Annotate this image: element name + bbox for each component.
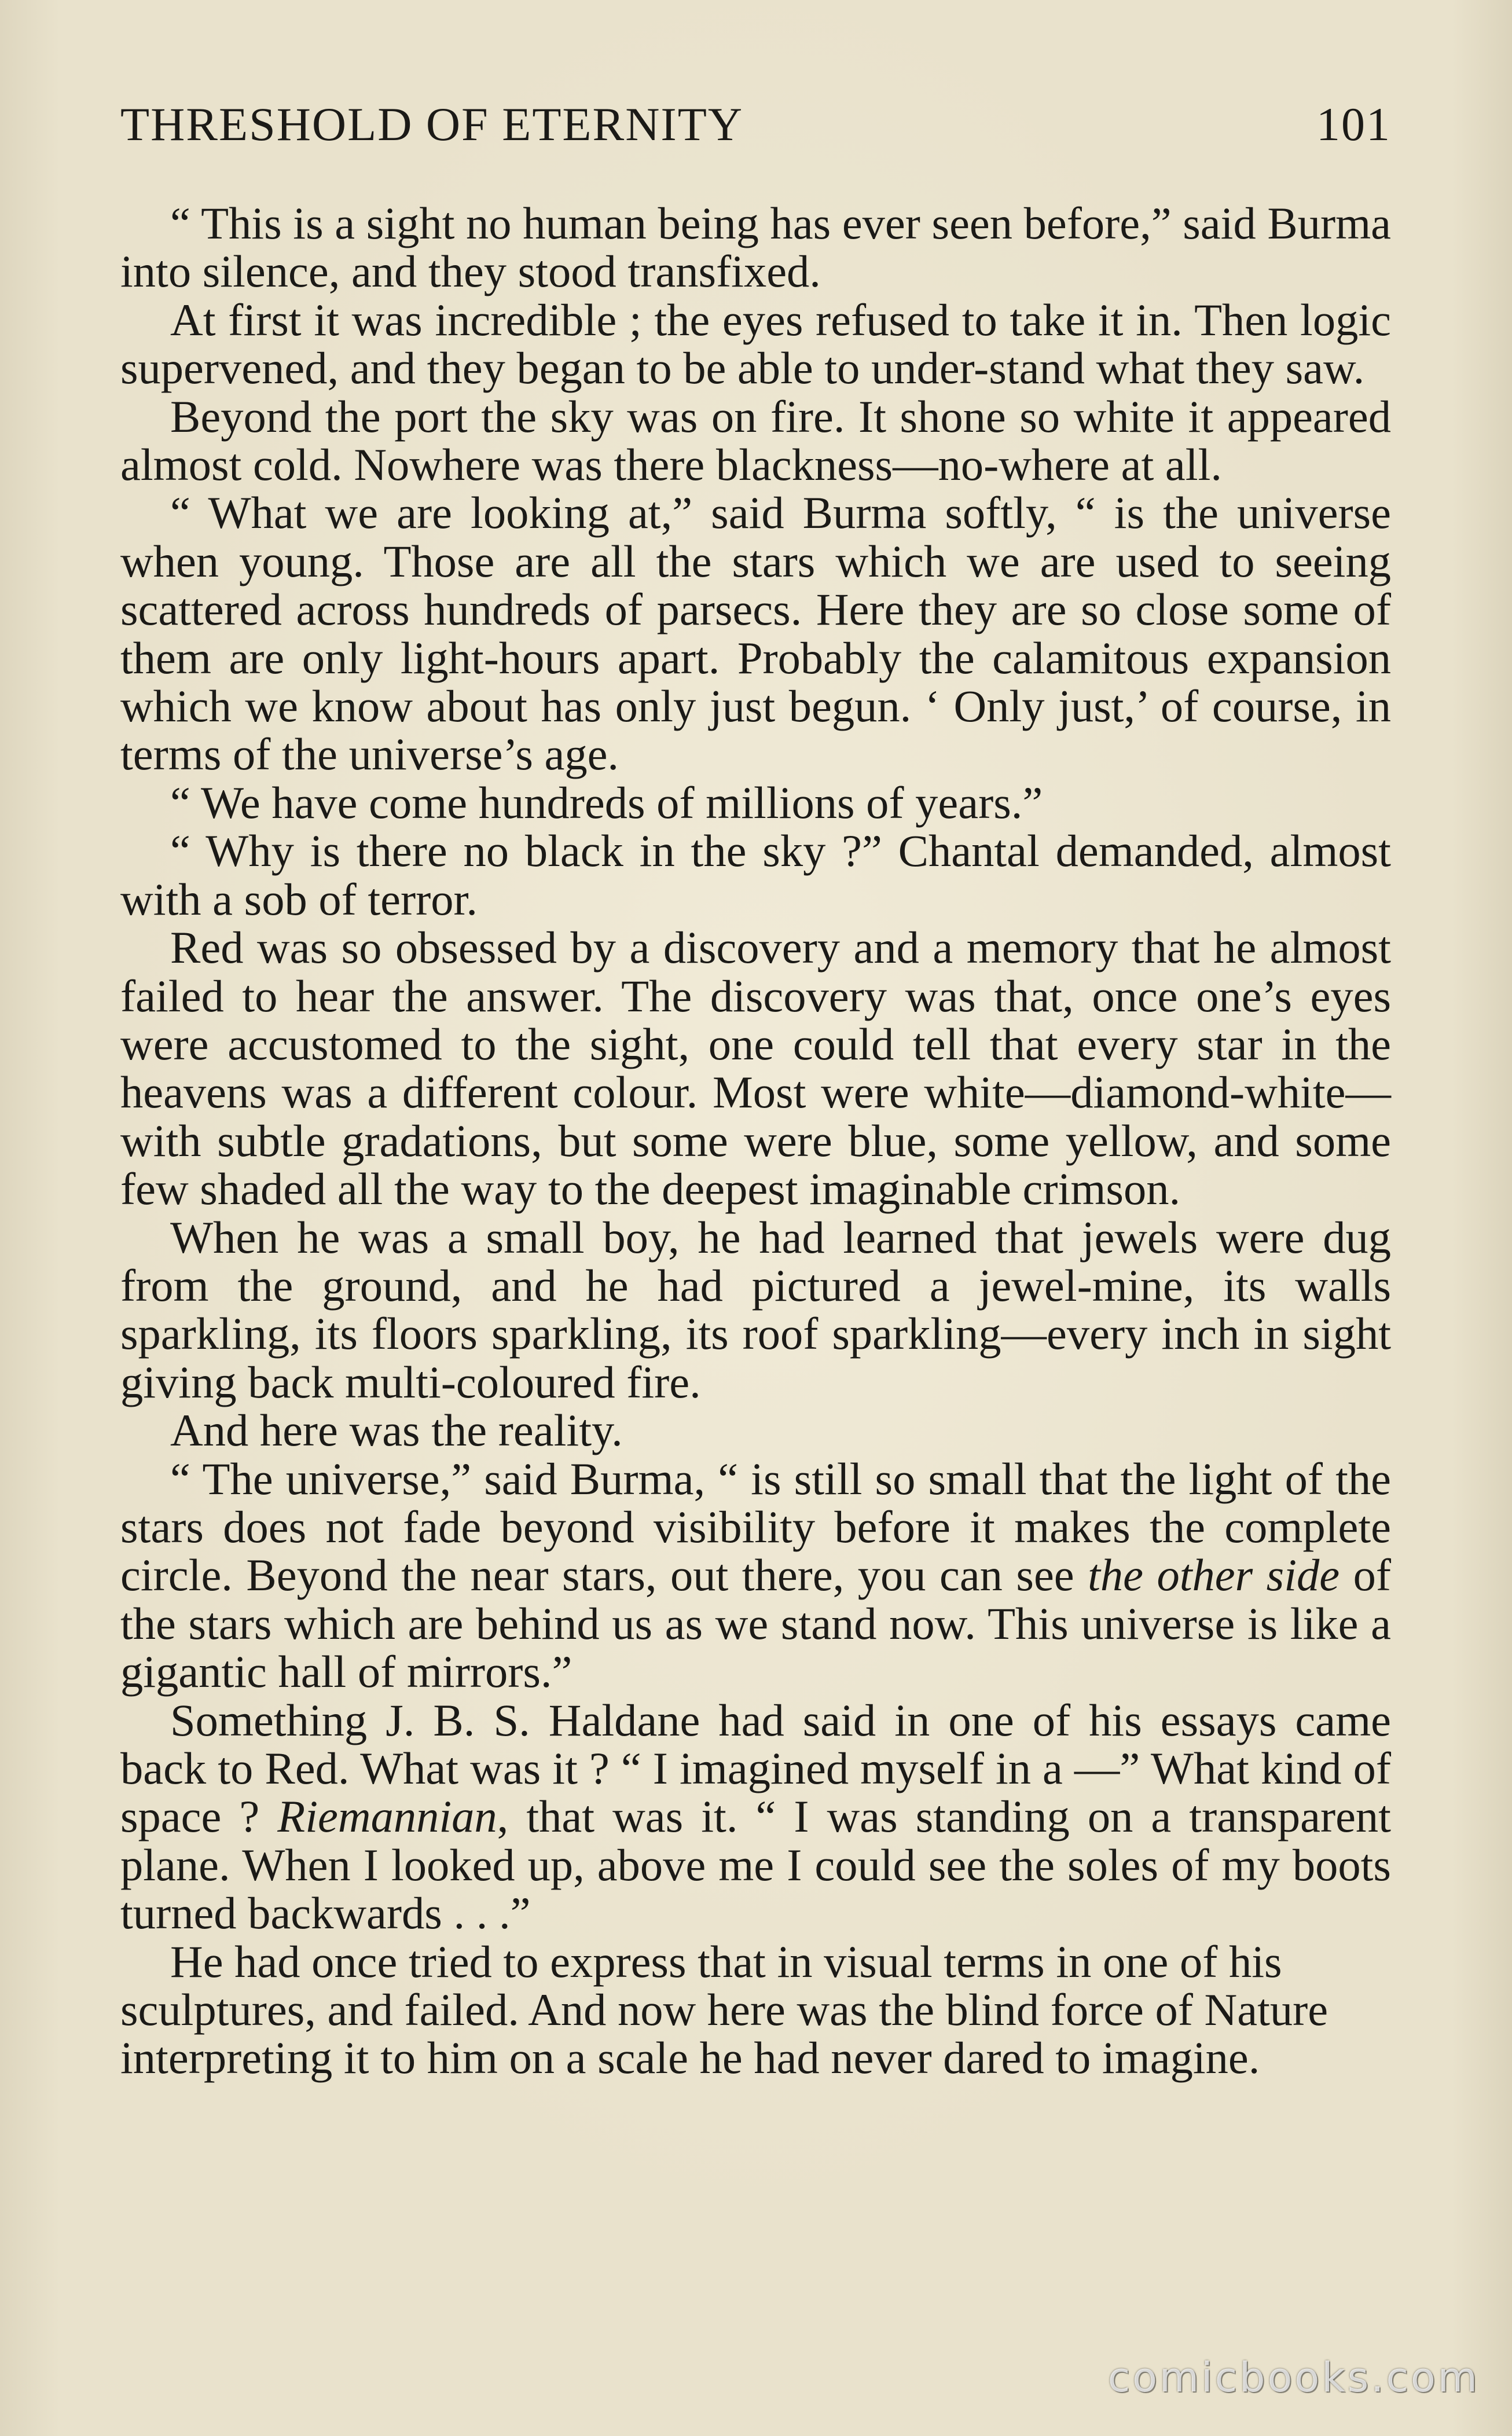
paragraph: “ We have come hundreds of millions of years.” bbox=[170, 777, 1043, 828]
text-run: “ The universe,” said Burma, “ is still so small that the light of the stars does not fade beyond visibility before it makes the complete circle. Beyond the near stars, out there, you can see bbox=[120, 1453, 1391, 1601]
chapter-title: THRESHOLD OF ETERNITY bbox=[120, 98, 744, 151]
page-number: 101 bbox=[1316, 98, 1391, 151]
running-head bbox=[120, 97, 1391, 167]
paragraph: “ This is a sight no human being has ever seen before,” said Burma into silence, and they stood transfixed. bbox=[120, 198, 1391, 297]
paragraph: Beyond the port the sky was on fire. It shone so white it appeared almost cold. Nowhere was there blackness—no-where at all. bbox=[120, 391, 1391, 490]
paragraph: When he was a small boy, he had learned that jewels were dug from the ground, and he had pictured a jewel-mine, its walls sparkling, its floors sparkling, its roof sparkling—every inch in sight giving back multi-coloured fire. bbox=[120, 1212, 1391, 1407]
paragraph bbox=[120, 1696, 1391, 1938]
paragraph: “ What we are looking at,” said Burma softly, “ is the universe when young. Those are all the stars which we are used to seeing scattered across hundreds of parsecs. Here they are so close some of them are only light-hours apart. Probably the calamitous expansion which we know about has only just begun. ‘ Only just,’ of course, in terms of the universe’s age. bbox=[120, 487, 1391, 780]
paragraph: He had once tried to express that in visual terms in one of his sculptures, and failed. And now here was the blind force of Nature interpreting it to him on a scale he had never dared to imagine. bbox=[120, 1936, 1328, 2083]
paragraph bbox=[120, 1455, 1391, 1696]
text-run: , that was it. “ I was standing on a transparent plane. When I looked up, above me I could see the soles of my boots turned backwards . . .” bbox=[120, 1791, 1391, 1939]
paragraph: And here was the reality. bbox=[170, 1405, 623, 1456]
italic-emphasis: Riemannian bbox=[277, 1791, 497, 1842]
body-text bbox=[120, 199, 1391, 2082]
italic-emphasis: the other side bbox=[1088, 1550, 1340, 1601]
paragraph: Red was so obsessed by a discovery and a memory that he almost failed to hear the answer. The discovery was that, once one’s eyes were accustomed to the sight, one could tell that every star in the heavens was a different colour. Most were white—diamond-white—with subtle gradations, but some were blue, some yellow, and some few shaded all the way to the deepest imaginable crimson. bbox=[120, 922, 1391, 1215]
text-run: Something J. B. S. Haldane had said in one of his essays came back to Red. What was it ? “ I imagined myself in a —” What kind of space ? bbox=[120, 1694, 1391, 1842]
paragraph: “ Why is there no black in the sky ?” Chantal demanded, almost with a sob of terror. bbox=[120, 826, 1391, 924]
paragraph: At first it was incredible ; the eyes refused to take it in. Then logic supervened, and they began to be able to under-stand what they saw. bbox=[120, 294, 1391, 394]
text-run: of the stars which are behind us as we stand now. This universe is like a gigantic hall of mirrors.” bbox=[120, 1550, 1391, 1697]
watermark: comicbooks.com bbox=[1107, 2354, 1480, 2401]
